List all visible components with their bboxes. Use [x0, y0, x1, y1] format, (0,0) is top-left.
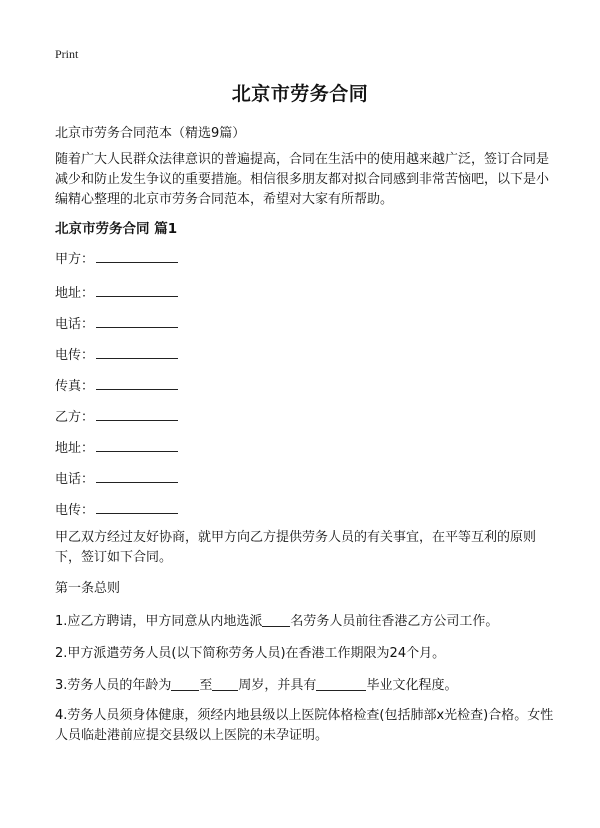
clause-3-a: 3.劳务人员的年龄为: [55, 678, 172, 693]
field-party-a: [55, 248, 94, 266]
clause-1-after: 名劳务人员前往香港乙方公司工作。: [290, 614, 499, 629]
fill-blank: [171, 677, 199, 691]
field-party-b: [55, 406, 94, 424]
field-label: 甲方：: [55, 252, 95, 267]
clause-3: [55, 674, 457, 693]
clause-3-b: 至: [199, 678, 213, 693]
field-phone-a: [55, 313, 94, 331]
section-title: 北京市劳务合同 篇1: [55, 221, 178, 237]
fill-blank: [96, 482, 178, 483]
fill-blank: [96, 327, 178, 328]
clause-3-d: 毕业文化程度。: [366, 678, 458, 693]
fill-blank: [96, 358, 178, 359]
document-subtitle: 北京市劳务合同范本（精选9篇）: [55, 126, 246, 141]
fill-blank: [96, 389, 178, 390]
field-address-b: [55, 437, 94, 455]
field-label: 乙方：: [55, 410, 95, 425]
field-address-a: [55, 282, 94, 300]
field-label: 地址：: [55, 286, 95, 301]
fill-blank: [96, 513, 178, 514]
clause-1-before: 1.应乙方聘请，甲方同意从内地选派: [55, 614, 263, 629]
field-label: 电传：: [55, 503, 95, 518]
preamble-paragraph: 甲乙双方经过友好协商，就甲方向乙方提供劳务人员的有关事宜，在平等互利的原则下，签订如下合同。: [55, 530, 537, 565]
clause-3-c: 周岁，并具有: [238, 678, 317, 693]
clause-4: 4.劳务人员须身体健康，须经内地县级以上医院体格检查(包括肺部x光检查)合格。女性人员临赴港前应提交县级以上医院的未孕证明。: [55, 708, 554, 743]
fill-blank: [96, 262, 178, 263]
field-label: 电话：: [55, 317, 95, 332]
fill-blank: [96, 420, 178, 421]
fill-blank: [316, 677, 366, 691]
field-fax-a: [55, 375, 94, 393]
fill-blank: [96, 451, 178, 452]
field-label: 地址：: [55, 441, 95, 456]
field-telex-a: [55, 344, 94, 362]
field-phone-b: [55, 468, 94, 486]
fill-blank: [262, 613, 290, 627]
fill-blank: [96, 296, 178, 297]
page-title: 北京市劳务合同: [231, 83, 369, 105]
field-label: 电话：: [55, 472, 95, 487]
field-telex-b: [55, 499, 94, 517]
field-label: 电传：: [55, 348, 95, 363]
clause-1: [55, 610, 498, 629]
fill-blank: [212, 677, 238, 691]
clause-2: 2.甲方派遣劳务人员(以下简称劳务人员)在香港工作期限为24个月。: [55, 646, 446, 661]
field-label: 传真：: [55, 379, 95, 394]
article-title: 第一条总则: [55, 581, 121, 596]
intro-paragraph: 随着广大人民群众法律意识的普遍提高，合同在生活中的使用越来越广泛，签订合同是减少和防止发生争议的重要措施。相信很多朋友都对拟合同感到非常苦恼吧，以下是小编精心整理的北京市劳务合同范本，希望对大家有所帮助。: [55, 152, 550, 207]
print-link[interactable]: Print: [55, 47, 79, 61]
